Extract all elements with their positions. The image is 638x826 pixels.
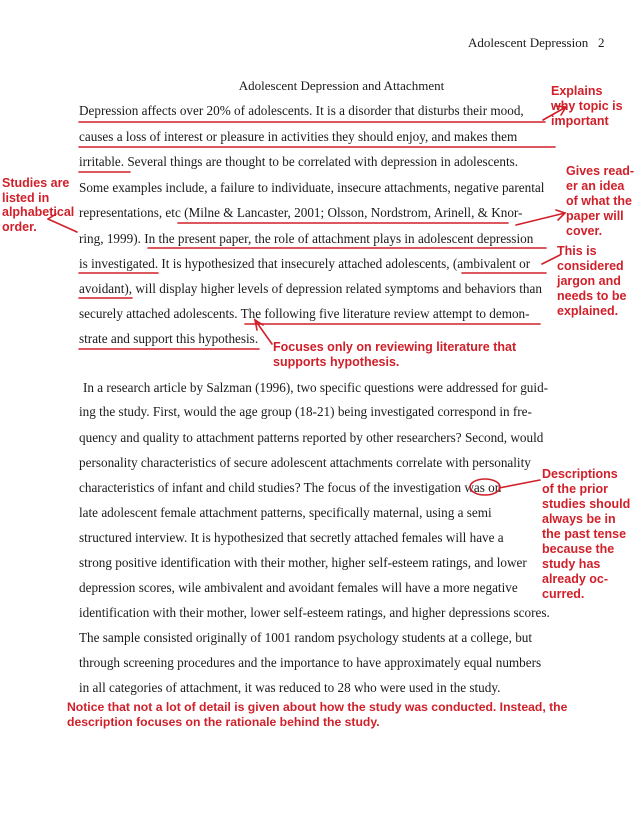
annotation-jargon: [557, 244, 626, 319]
p2-line-6: late adolescent female attachment patterns, specifically maternal, using a semi: [79, 505, 492, 520]
p2-line-3: quency and quality to attachment patterns reported by other researchers? Second, would: [79, 430, 544, 445]
p2-line-4: personality characteristics of secure adolescent attachments correlate with personality: [79, 455, 531, 470]
circle-was: [470, 479, 500, 495]
annotation-explains-line: why topic is: [551, 99, 623, 113]
annotation-descriptions: [542, 467, 630, 602]
annotation-gives-read-line: paper will: [566, 209, 624, 223]
annotation-jargon-line: considered: [557, 259, 624, 273]
annotation-focuses-line: Focuses only on reviewing literature that: [273, 340, 517, 354]
running-head-title: Adolescent Depression: [468, 35, 589, 50]
annotation-studies-line: order.: [2, 219, 37, 234]
annotation-jargon-line: explained.: [557, 304, 619, 318]
annotation-studies-line: Studies are: [2, 176, 70, 190]
annotation-descriptions-line: study has: [542, 557, 601, 571]
p2-line-13: in all categories of attachment, it was reduced to 28 who were used in the study.: [79, 680, 501, 695]
annotation-explains-line: Explains: [551, 84, 603, 98]
annotation-descriptions-line: because the: [542, 542, 615, 556]
p2-line-10: identification with their mother, lower self-esteem ratings, and higher depressions scores.: [79, 605, 550, 620]
p1-line-6: ring, 1999). In the present paper, the role of attachment plays in adolescent depression: [79, 231, 534, 246]
p2-line-1: In a research article by Salzman (1996), two specific questions were addressed for guid-: [83, 380, 549, 395]
annotation-gives-read-line: of what the: [566, 194, 632, 208]
p2-line-5: characteristics of infant and child studies? The focus of the investigation was on: [79, 480, 502, 495]
p2-line-9: depression scores, wile ambivalent and avoidant females will have a more negative: [79, 580, 518, 595]
arrow-gives-read: [516, 213, 565, 225]
annotation-gives-read-line: cover.: [566, 224, 603, 238]
annotation-gives-read-line: Gives read-: [566, 164, 635, 178]
p2-line-2: ing the study. First, would the age group (18-21) being investigated correspond in fre-: [79, 404, 532, 419]
annotation-explains-line: important: [551, 114, 609, 128]
annotation-studies-line: listed in: [2, 190, 50, 205]
p2-line-7: structured interview. It is hypothesized that secretly attached females will have a: [79, 530, 504, 545]
annotation-descriptions-line: always be in: [542, 512, 616, 526]
p2-line-11: The sample consisted originally of 1001 random psychology students at a college, but: [79, 630, 533, 645]
p1-line-2: causes a loss of interest or pleasure in activities they should enjoy, and makes them: [79, 129, 518, 144]
page-number: 2: [597, 35, 605, 50]
annotation-explains: [551, 84, 623, 129]
p2-line-12: through screening procedures and the importance to have approximately equal numbers: [79, 655, 542, 670]
p1-line-8: avoidant), will display higher levels of depression related symptoms and behaviors than: [79, 281, 542, 296]
annotation-notice-line: description focuses on the rationale behind the study.: [67, 715, 380, 729]
annotation-jargon-line: jargon and: [557, 274, 621, 288]
annotation-descriptions-line: of the prior: [542, 482, 608, 496]
annotation-gives-read-line: er an idea: [566, 179, 625, 193]
annotation-studies-listed: [2, 176, 74, 234]
annotation-gives-read: [566, 164, 634, 239]
p1-line-9: securely attached adolescents. The following five literature review attempt to demon-: [79, 306, 530, 321]
p1-line-10: strate and support this hypothesis.: [79, 331, 259, 346]
arrow-descriptions: [499, 480, 540, 488]
annotation-jargon-line: needs to be: [557, 289, 627, 303]
annotation-descriptions-line: Descriptions: [542, 467, 618, 481]
p1-line-3: irritable. Several things are thought to be correlated with depression in adolescents.: [79, 154, 519, 169]
annotation-notice-line: Notice that not a lot of detail is given about how the study was conducted. Instead, the: [67, 700, 568, 714]
annotation-descriptions-line: the past tense: [542, 527, 627, 541]
annotation-jargon-line: This is: [557, 244, 597, 258]
annotation-descriptions-line: studies should: [542, 497, 631, 511]
p1-line-1: Depression affects over 20% of adolescents. It is a disorder that disturbs their mood,: [79, 103, 524, 118]
annotation-notice: [67, 700, 567, 730]
p2-line-8: strong positive identification with their mother, higher self-esteem ratings, and lower: [79, 555, 527, 570]
annotation-descriptions-line: curred.: [542, 587, 585, 601]
annotation-focuses: [273, 340, 516, 370]
annotation-studies-line: alphabetical: [2, 205, 75, 219]
p1-line-4: Some examples include, a failure to individuate, insecure attachments, negative parental: [79, 180, 545, 195]
p1-line-7: is investigated. It is hypothesized that insecurely attached adolescents, (ambivalent or: [79, 256, 531, 271]
annotation-descriptions-line: already oc-: [542, 572, 609, 586]
paper-title: Adolescent Depression and Attachment: [238, 78, 445, 93]
p1-line-5: representations, etc (Milne & Lancaster, 2001; Olsson, Nordstrom, Arinell, & Knor-: [79, 205, 523, 220]
annotation-focuses-line: supports hypothesis.: [273, 355, 400, 369]
